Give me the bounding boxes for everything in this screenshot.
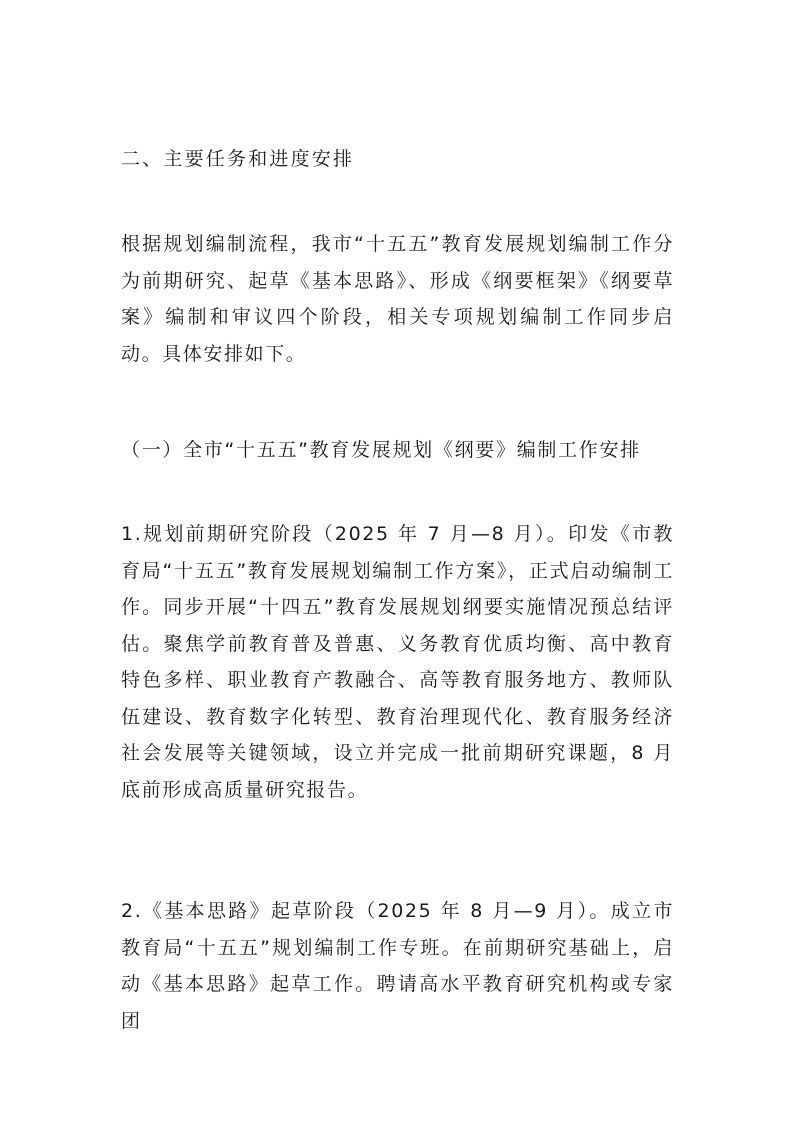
section-heading: 二、主要任务和进度安排 [121, 148, 355, 170]
stage-1-paragraph: 1.规划前期研究阶段（2025 年 7 月—8 月）。印发《市教育局“十五五”教育发展规划编制工作方案》，正式启动编制工作。同步开展“十四五”教育发展规划纲要实施情况预总结评估。聚焦学前教育普及普惠、义务教育优质均衡、高中教育特色多样、职业教育产教融合、高等教育服务地方、教师队伍建设、教育数字化转型、教育治理现代化、教育服务经济社会发展等关键领域，设立并完成一批前期研究课题，8 月底前形成高质量研究报告。 [121, 523, 674, 801]
subsection-heading: （一）全市“十五五”教育发展规划《纲要》编制工作安排 [121, 439, 641, 461]
intro-paragraph: 根据规划编制流程，我市“十五五”教育发展规划编制工作分为前期研究、起草《基本思路》、形成《纲要框架》《纲要草案》编制和审议四个阶段，相关专项规划编制工作同步启动。具体安排如下。 [121, 233, 674, 365]
stage-2-paragraph: 2.《基本思路》起草阶段（2025 年 8 月—9 月）。成立市教育局“十五五”规划编制工作专班。在前期研究基础上，启动《基本思路》起草工作。聘请高水平教育研究机构或专家团 [121, 900, 674, 1032]
